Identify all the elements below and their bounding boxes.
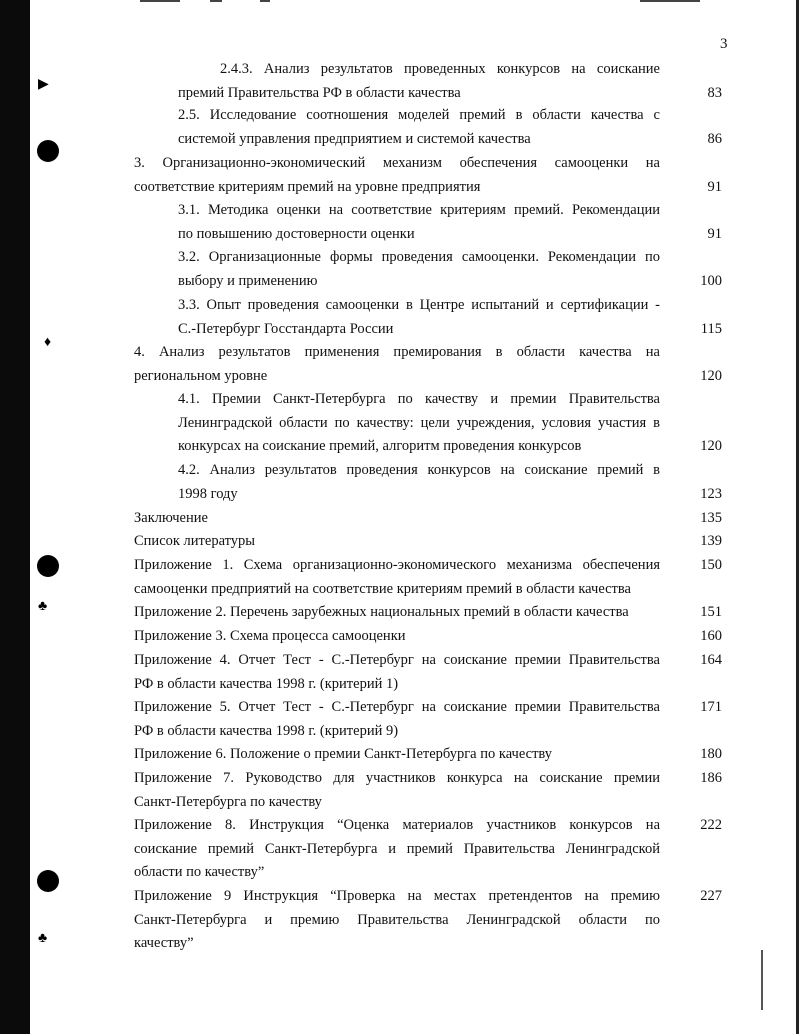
- toc-entry-line: РФ в области качества 1998 г. (критерий 9): [134, 722, 399, 739]
- toc-entry-line: Приложение 7. Руководство для участников конкурса на соискание премии: [134, 770, 660, 786]
- toc-page-number: 180: [700, 746, 722, 762]
- toc-entry-line: 2.5. Исследование соотношения моделей премий в области качества с: [178, 107, 660, 123]
- page-number: 3: [720, 36, 728, 52]
- toc-entry-line: самооценки предприятий на соответствие критериям премий в области качества: [134, 580, 631, 597]
- toc-page-number: 186: [700, 770, 722, 786]
- toc-page-number: 139: [700, 533, 722, 549]
- toc-entry-line: Приложение 8. Инструкция “Оценка материалов участников конкурсов на: [134, 817, 660, 833]
- toc-page-number: 123: [700, 485, 722, 502]
- toc-entry-line: Приложение 5. Отчет Тест - С.-Петербург на соискание премии Правительства: [134, 699, 660, 715]
- toc-entry-line: качеству”: [134, 935, 194, 951]
- toc-entry-line: премий Правительства РФ в области качества: [178, 84, 461, 101]
- toc-entry-line: соответствие критериям премий на уровне предприятия: [134, 178, 481, 195]
- toc-entry-line: Приложение 4. Отчет Тест - С.-Петербург на соискание премии Правительства: [134, 652, 660, 668]
- scan-speck: ♣: [38, 599, 48, 614]
- toc-entry-line: соискание премий Санкт-Петербурга и премий Правительства Ленинградской: [134, 840, 660, 857]
- toc-entry-line: Санкт-Петербурга по качеству: [134, 793, 322, 810]
- toc-entry-line: по повышению достоверности оценки: [178, 225, 415, 242]
- scan-speck: ♣: [38, 931, 48, 946]
- toc-page-number: 135: [700, 510, 722, 526]
- toc-page-number: 150: [700, 557, 722, 573]
- toc-page-number: 115: [700, 320, 722, 337]
- toc-entry-line: Приложение 9 Инструкция “Проверка на местах претендентов на премию: [134, 888, 660, 904]
- toc-entry-line: 3.1. Методика оценки на соответствие критериям премий. Рекомендации: [178, 202, 660, 218]
- toc-entry-line: Санкт-Петербурга и премию Правительства Ленинградской области по: [134, 911, 660, 928]
- toc-entry-line: Заключение: [134, 510, 208, 526]
- toc-entry-line: Приложение 2. Перечень зарубежных национальных премий в области качества: [134, 604, 629, 620]
- toc-entry-line: 3.3. Опыт проведения самооценки в Центре испытаний и сертификации -: [178, 297, 660, 313]
- scan-speck: ♦: [44, 335, 52, 350]
- toc-page-number: 160: [700, 628, 722, 644]
- toc-entry-line: 1998 году: [178, 485, 238, 502]
- toc-entry-line: Приложение 6. Положение о премии Санкт-Петербурга по качеству: [134, 746, 553, 762]
- toc-page-number: 86: [707, 130, 722, 147]
- toc-entry-line: 3. Организационно-экономический механизм обеспечения самооценки на: [134, 155, 660, 171]
- toc-page-number: 222: [700, 817, 722, 833]
- toc-page-number: 227: [700, 888, 722, 904]
- toc-entry-line: С.-Петербург Госстандарта России: [178, 320, 394, 337]
- toc-page-number: 151: [700, 604, 722, 620]
- toc-entry-line: региональном уровне: [134, 367, 268, 384]
- toc-page-number: 171: [700, 699, 722, 715]
- toc-entry-line: Список литературы: [134, 533, 256, 549]
- toc-page-number: 100: [700, 272, 722, 289]
- toc-entry-line: РФ в области качества 1998 г. (критерий 1): [134, 675, 399, 692]
- toc-entry-line: Приложение 3. Схема процесса самооценки: [134, 628, 406, 644]
- toc-entry-line: Ленинградской области по качеству: цели учреждения, условия участия в: [178, 414, 660, 431]
- toc-page-number: 164: [700, 652, 722, 668]
- toc-entry-line: Приложение 1. Схема организационно-экономического механизма обеспечения: [134, 557, 660, 573]
- toc-entry-line: 2.4.3. Анализ результатов проведенных конкурсов на соискание: [220, 61, 660, 77]
- toc-entry-line: конкурсах на соискание премий, алгоритм проведения конкурсов: [178, 438, 582, 454]
- toc-entry-line: системой управления предприятием и системой качества: [178, 130, 531, 147]
- toc-page-number: 91: [707, 225, 722, 242]
- toc-entry-line: 4.1. Премии Санкт-Петербурга по качеству и премии Правительства: [178, 391, 660, 407]
- toc-page-number: 91: [707, 178, 722, 195]
- toc-entry-line: 4.2. Анализ результатов проведения конкурсов на соискание премий в: [178, 462, 660, 478]
- toc-page-number: 83: [707, 84, 722, 101]
- toc-entry-line: 3.2. Организационные формы проведения самооценки. Рекомендации по: [178, 249, 660, 265]
- toc-entry-line: 4. Анализ результатов применения премирования в области качества на: [134, 344, 660, 360]
- toc-entry-line: области по качеству”: [134, 864, 265, 880]
- toc-page-number: 120: [700, 438, 722, 454]
- toc-entry-line: выбору и применению: [178, 272, 318, 289]
- scan-speck: ▶: [38, 77, 49, 92]
- toc-page-number: 120: [700, 367, 722, 384]
